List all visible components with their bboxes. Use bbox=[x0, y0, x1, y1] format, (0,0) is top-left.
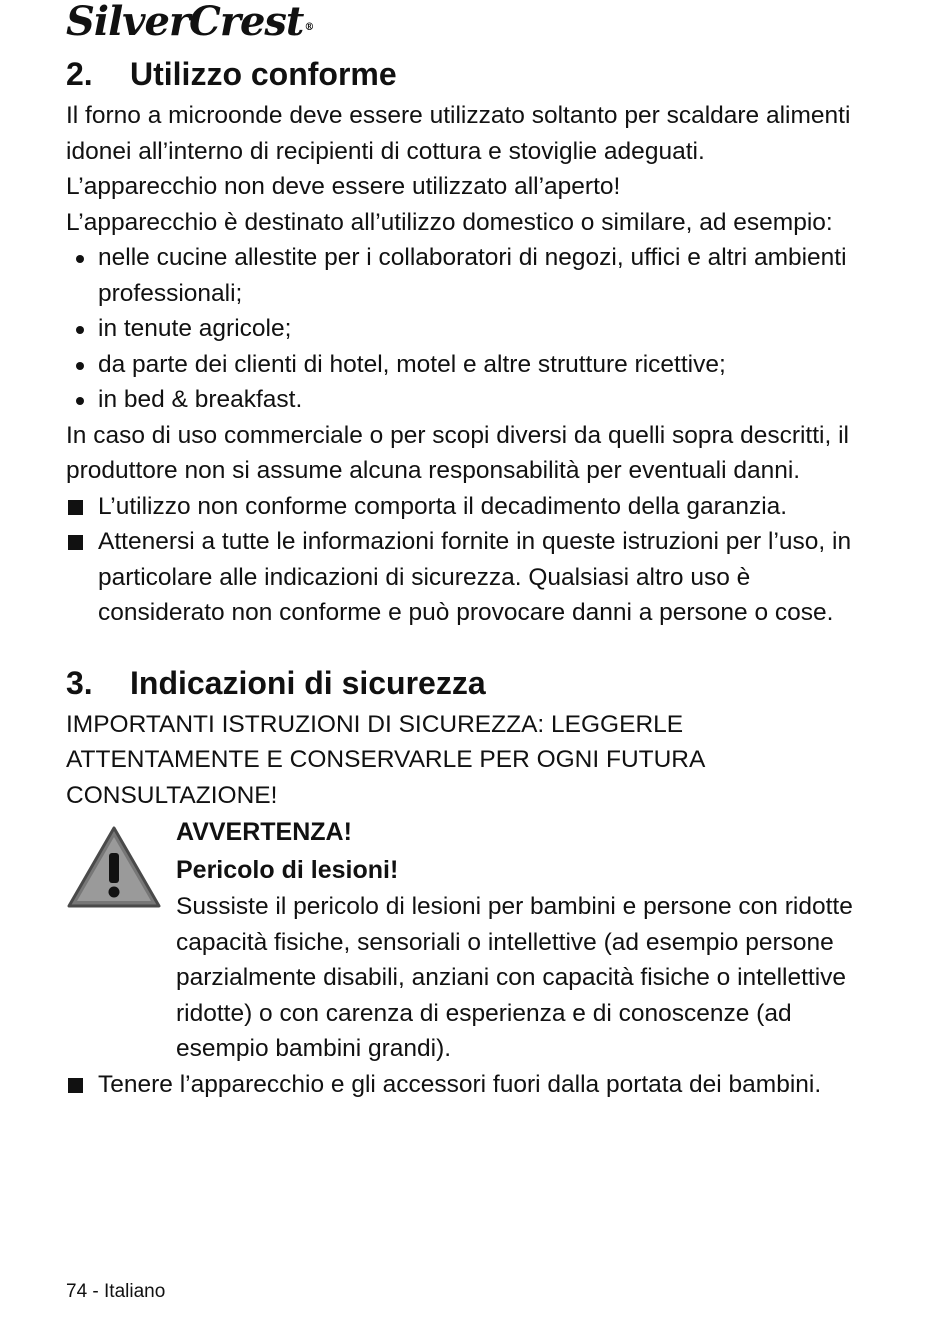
registered-mark: ® bbox=[304, 22, 314, 33]
section-2-number: 2. bbox=[66, 56, 93, 92]
bullet-dot bbox=[76, 397, 84, 405]
square-bullet-icon bbox=[68, 500, 83, 515]
warning-box bbox=[66, 813, 856, 1067]
note-item: L’utilizzo non conforme comporta il decadimento della garanzia. bbox=[66, 489, 856, 525]
list-item: in bed & breakfast. bbox=[66, 382, 856, 418]
list-item: nelle cucine allestite per i collaboratori di negozi, uffici e altri ambienti professionali; bbox=[66, 240, 856, 311]
spacer bbox=[66, 631, 856, 661]
section-3-heading bbox=[66, 661, 856, 705]
section-2-heading bbox=[66, 52, 856, 96]
section-2-paragraph-3: In caso di uso commerciale o per scopi diversi da quelli sopra descritti, il produttore non si assume alcuna responsabilità per eventuali danni. bbox=[66, 421, 849, 484]
section-2-title: Utilizzo conforme bbox=[130, 56, 397, 92]
bullet-dot bbox=[76, 326, 84, 334]
section-3-intro: IMPORTANTI ISTRUZIONI DI SICUREZZA: LEGGERLE ATTENTAMENTE E CONSERVARLE PER OGNI FUTURA CONSULTAZIONE! bbox=[66, 710, 704, 809]
warning-text: Sussiste il pericolo di lesioni per bambini e persone con ridotte capacità fisiche, sensoriali o intellettive (ad esempio persone parzialmente disabili, anziani con capacità fisiche o intellettive ridotte) o con carenza di esperienza e di conoscenze (ad esempio bambini grandi). bbox=[176, 893, 853, 1062]
page-content bbox=[66, 52, 856, 1102]
section-3-number: 3. bbox=[66, 664, 93, 701]
warning-triangle-icon bbox=[66, 825, 162, 909]
square-bullet-icon bbox=[68, 535, 83, 550]
brand-logo: SilverCrest® bbox=[66, 0, 314, 45]
list-item: da parte dei clienti di hotel, motel e altre strutture ricettive; bbox=[66, 347, 856, 383]
section-3-title: Indicazioni di sicurezza bbox=[130, 664, 486, 701]
section-2-paragraph-2: L’apparecchio è destinato all’utilizzo domestico o similare, ad esempio: bbox=[66, 208, 833, 236]
note-item: Tenere l’apparecchio e gli accessori fuori dalla portata dei bambini. bbox=[66, 1067, 856, 1103]
note-item: Attenersi a tutte le informazioni fornite in queste istruzioni per l’uso, in particolare alle indicazioni di sicurezza. Qualsiasi altro uso è considerato non conforme e può provocare danni a persone o cose. bbox=[66, 524, 856, 631]
page-footer: 74 - Italiano bbox=[66, 1281, 166, 1302]
bullet-dot bbox=[76, 255, 84, 263]
usage-list bbox=[66, 240, 856, 418]
square-bullet-icon bbox=[68, 1078, 83, 1093]
section-3-notes bbox=[66, 1067, 856, 1103]
warning-subheading: Pericolo di lesioni! bbox=[176, 856, 399, 884]
warning-heading: AVVERTENZA! bbox=[176, 818, 352, 846]
section-2-notes bbox=[66, 489, 856, 631]
section-2-paragraph-1: Il forno a microonde deve essere utilizzato soltanto per scaldare alimenti idonei all’interno di recipienti di cottura e stoviglie adeguati. L’apparecchio non deve essere utilizzato all’aperto! bbox=[66, 102, 851, 200]
list-item: in tenute agricole; bbox=[66, 311, 856, 347]
bullet-dot bbox=[76, 362, 84, 370]
